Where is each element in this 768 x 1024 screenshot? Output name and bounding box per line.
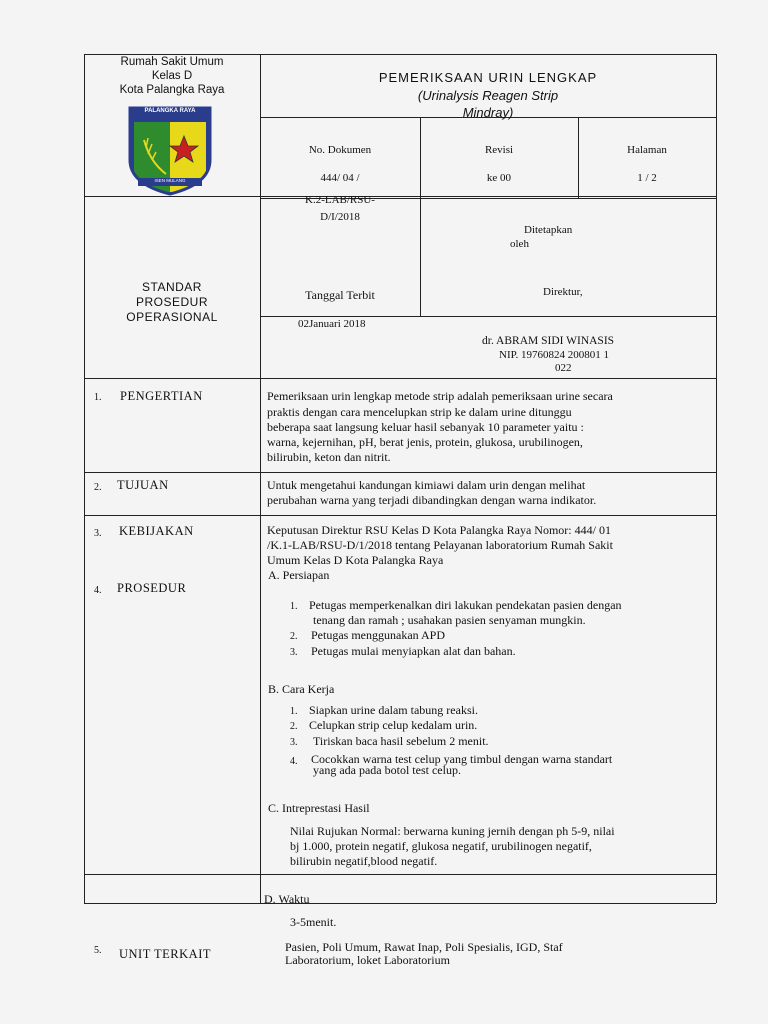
prosedur-d-title: D. Waktu (264, 892, 310, 906)
section-number-3: 3. (94, 528, 102, 539)
document-subtitle-line2: Mindray) (462, 105, 514, 120)
prosedur-d-value: 3-5menit. (290, 915, 337, 929)
tujuan-line-1: Untuk mengetahui kandungan kimiawi dalam urin dengan melihat (267, 478, 586, 492)
section-number-4: 4. (94, 585, 102, 596)
revisi-label: Revisi (484, 144, 514, 156)
revisi-value: ke 00 (486, 172, 512, 184)
halaman-value: 1 / 2 (637, 172, 657, 184)
no-dokumen-label: No. Dokumen (308, 144, 372, 156)
prosedur-a-item-2: Petugas menggunakan APD (311, 628, 445, 642)
unit-terkait-line-2: Laboratorium, loket Laboratorium (285, 953, 450, 967)
hospital-name-line1: Rumah Sakit Umum (120, 56, 224, 68)
director-nip-line2: 022 (555, 362, 572, 374)
hospital-name-line3: Kota Palangka Raya (119, 84, 225, 96)
no-dokumen-value-line1: 444/ 04 / (320, 172, 360, 184)
prosedur-b-item-2-number: 2. (290, 721, 298, 732)
kebijakan-line-2: /K.1-LAB/RSU-D/1/2018 tentang Pelayanan laboratorium Rumah Sakit (267, 538, 613, 552)
prosedur-a-item-1-number: 1. (290, 601, 298, 612)
no-dokumen-value-line3: D/I/2018 (320, 211, 360, 223)
no-dokumen-value-line2: K.2-LAB/RSU- (305, 194, 375, 206)
halaman-label: Halaman (627, 144, 667, 156)
kebijakan-line-3: Umum Kelas D Kota Palangka Raya (267, 553, 444, 567)
prosedur-c-title: C. Intreprestasi Hasil (268, 801, 370, 815)
document-subtitle-line1: (Urinalysis Reagen Strip (417, 88, 559, 103)
prosedur-a-item-2-number: 2. (290, 631, 298, 642)
logo-text-top: PALANGKA RAYA (144, 108, 196, 114)
director-name: dr. ABRAM SIDI WINASIS (482, 335, 615, 347)
section-number-1: 1. (94, 392, 102, 403)
prosedur-b-item-2: Celupkan strip celup kedalam urin. (309, 718, 478, 732)
prosedur-b-item-4-number: 4. (290, 756, 298, 767)
prosedur-b-item-4-cont: yang ada pada botol test celup. (313, 763, 461, 777)
tujuan-line-2: perubahan warna yang terjadi dibandingkan dengan warna indikator. (267, 493, 597, 507)
tanggal-terbit-value: 02Januari 2018 (298, 318, 366, 330)
section-label-prosedur: PROSEDUR (117, 581, 187, 595)
section-number-5: 5. (94, 945, 102, 956)
pengertian-line-2: praktis dengan cara mencelupkan strip ke dalam urine ditunggu (267, 405, 572, 419)
tanggal-terbit-label: Tanggal Terbit (305, 288, 375, 302)
spo-label-line3: OPERASIONAL (126, 310, 218, 324)
prosedur-a-item-1: Petugas memperkenalkan diri lakukan pendekatan pasien dengan (309, 598, 622, 612)
pengertian-line-3: beberapa saat langsung keluar hasil sebanyak 10 parameter yaitu : (267, 420, 584, 434)
section-label-kebijakan: KEBIJAKAN (119, 524, 194, 538)
pengertian-line-1: Pemeriksaan urin lengkap metode strip adalah pemeriksaan urine secara (267, 389, 613, 403)
unit-terkait-line-1: Pasien, Poli Umum, Rawat Inap, Poli Spesialis, IGD, Staf (285, 940, 563, 954)
director-nip-line1: NIP. 19760824 200801 1 (499, 349, 610, 361)
hospital-name-line2: Kelas D (151, 70, 193, 82)
section-number-2: 2. (94, 482, 102, 493)
direktur-label: Direktur, (543, 286, 583, 298)
prosedur-b-item-1: Siapkan urine dalam tabung reaksi. (309, 703, 478, 717)
spo-label-line2: PROSEDUR (135, 295, 208, 309)
ditetapkan-label-line1: Ditetapkan (524, 224, 573, 236)
section-label-unit-terkait: UNIT TERKAIT (119, 947, 211, 961)
prosedur-b-title: B. Cara Kerja (268, 682, 335, 696)
prosedur-a-item-3: Petugas mulai menyiapkan alat dan bahan. (311, 644, 516, 658)
pengertian-line-4: warna, kejernihan, pH, berat jenis, protein, glukosa, urubilinogen, (267, 435, 583, 449)
prosedur-a-item-3-number: 3. (290, 647, 298, 658)
document-title: PEMERIKSAAN URIN LENGKAP (378, 70, 598, 85)
section-label-tujuan: TUJUAN (117, 478, 169, 492)
pengertian-line-5: bilirubin, keton dan nitrit. (267, 450, 391, 464)
prosedur-b-item-3-number: 3. (290, 737, 298, 748)
section-label-pengertian: PENGERTIAN (120, 389, 203, 403)
logo-text-bottom: ISEN MULANG (154, 178, 186, 183)
prosedur-b-item-4: Cocokkan warna test celup yang timbul dengan warna standart (311, 752, 613, 766)
prosedur-a-item-1-cont: tenang dan ramah ; usahakan pasien senyaman mungkin. (313, 613, 586, 627)
prosedur-b-item-1-number: 1. (290, 706, 298, 717)
prosedur-c-line-3: bilirubin negatif,blood negatif. (290, 854, 438, 868)
prosedur-c-line-2: bj 1.000, protein negatif, glukosa negatif, urubilinogen negatif, (290, 839, 592, 853)
prosedur-a-title: A. Persiapan (268, 568, 330, 582)
ditetapkan-label-line2: oleh (510, 238, 529, 250)
spo-label-line1: STANDAR (142, 280, 202, 294)
prosedur-b-item-3: Tiriskan baca hasil sebelum 2 menit. (313, 734, 489, 748)
prosedur-c-line-1: Nilai Rujukan Normal: berwarna kuning jernih dengan ph 5-9, nilai (290, 824, 615, 838)
kebijakan-line-1: Keputusan Direktur RSU Kelas D Kota Palangka Raya Nomor: 444/ 01 (267, 523, 611, 537)
